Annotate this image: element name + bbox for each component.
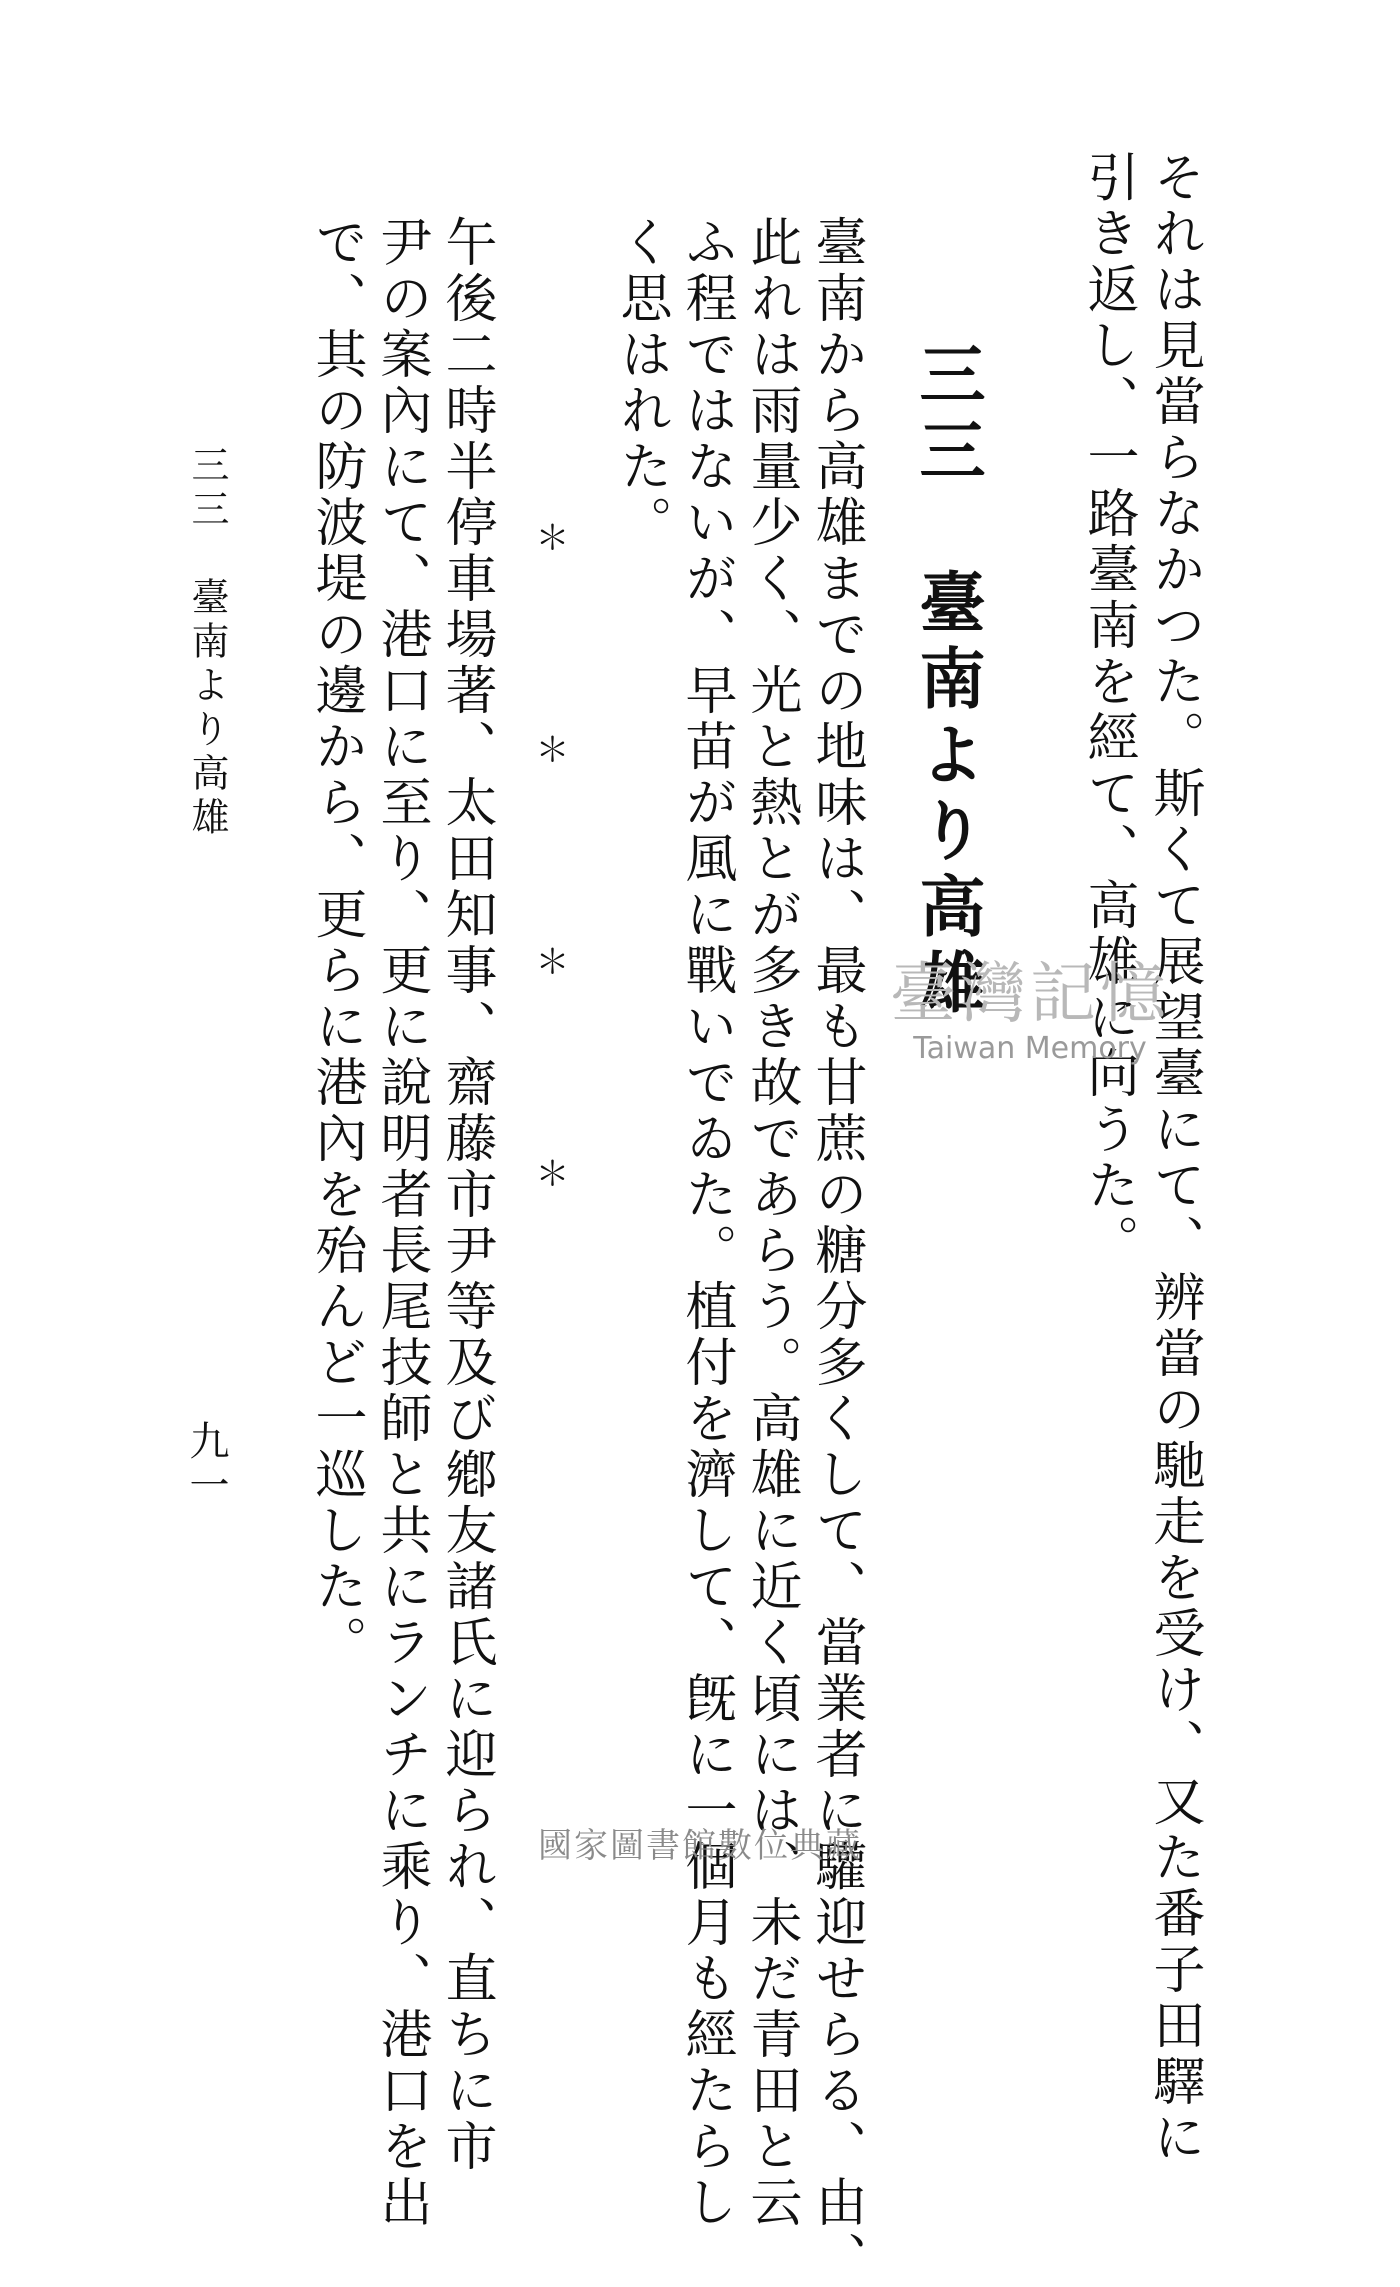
text-column-7: 午後二時半停車場著、太田知事、齋藤市尹等及び鄕友諸氏に迎られ、直ちに市 <box>436 215 496 2175</box>
text-column-5: ふ程ではないが、早苗が風に戰いでゐた。植付を濟して、旣に一個月も經たらし <box>676 215 736 2231</box>
text-column-2: 引き返し、一路臺南を經て、高雄に向うた。 <box>1078 150 1138 1270</box>
watermark-logo-text: 臺灣記憶 <box>890 955 1170 1032</box>
section-separator: ＊ ＊ ＊ ＊ <box>529 520 569 1262</box>
footer-credit: 國家圖書館數位典藏 <box>538 1826 862 1866</box>
text-column-6: く思はれた。 <box>611 215 671 551</box>
running-head: 三三 臺南より高雄 <box>185 445 229 841</box>
text-column-1: それは見當らなかつた。斯くて展望臺にて、辨當の馳走を受け、又た番子田驛に <box>1144 150 1204 2166</box>
watermark-subtitle: Taiwan Memory <box>913 1031 1147 1066</box>
text-column-3: 臺南から高雄までの地味は、最も甘蔗の糖分多くして、當業者に驩迎せらる、由、 <box>806 215 866 2287</box>
watermark <box>880 940 1180 1066</box>
text-column-8: 尹の案內にて、港口に至り、更に說明者長尾技師と共にランチに乘り、港口を出 <box>371 215 431 2231</box>
page-number: 九一 <box>183 1420 229 1508</box>
text-column-4: 此れは雨量少く、光と熱とが多き故であらう。高雄に近く頃には、未だ青田と云 <box>741 215 801 2231</box>
text-column-9: で、其の防波堤の邊から、更らに港內を殆んど一巡した。 <box>306 215 366 1671</box>
section-heading: 三三 臺南より高雄 <box>908 340 986 1024</box>
